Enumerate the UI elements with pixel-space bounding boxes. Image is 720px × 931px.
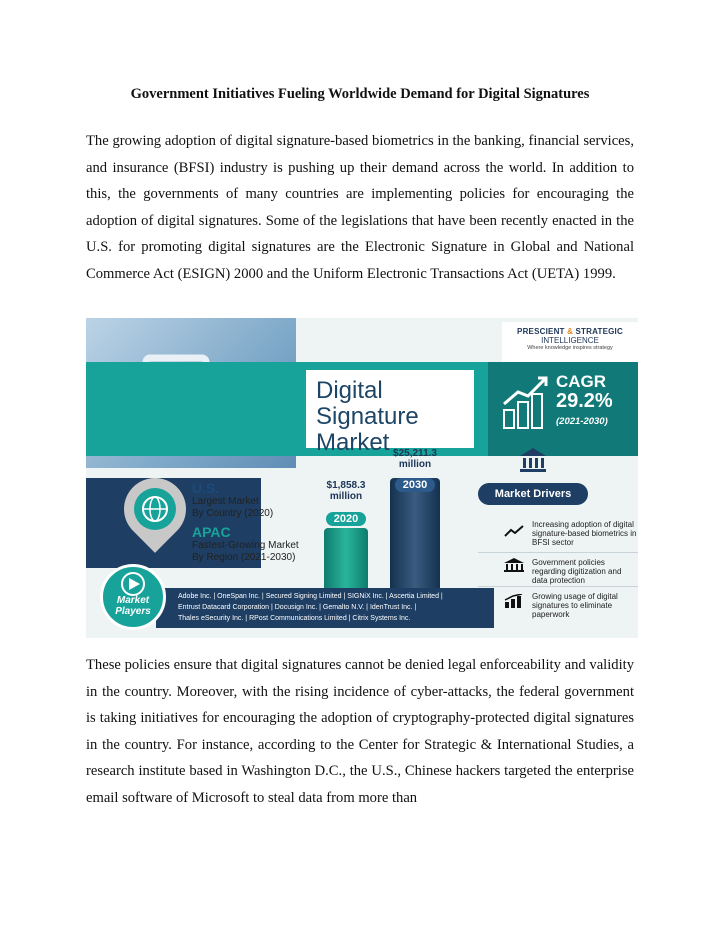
cagr-label: CAGR [556, 372, 607, 391]
driver-3: Growing usage of digital signatures to eliminate paperwork [532, 592, 618, 619]
year-2030-label: 2030 [395, 478, 435, 492]
play-icon [103, 571, 163, 597]
infographic-title: Digital Signature Market [306, 370, 474, 448]
region-highlights: U.S. Largest Market By Country (2020) APAC Fastest-Growing Market By Region (2021-2030) [192, 480, 342, 564]
body-paragraph-2: These policies ensure that digital signatures cannot be denied legal enforceability and validity in the country. Moreover, with the rising incidence of cyber-attacks, the federal government is taking initiatives for encouraging the adoption of cryptography-protected digital signatures in the country. For instance, according to the Center for Strategic & International Studies, a research institute based in Washington D.C., the U.S., Chinese hackers targeted the enterprise email software of Microsoft to steal data from more than [86, 657, 634, 806]
cagr-range: (2021-2030) [556, 416, 608, 427]
value-2030: $25,211.3 million [393, 448, 437, 470]
page-heading: Government Initiatives Fueling Worldwide Demand for Digital Signatures [130, 86, 590, 102]
apac-heading: APAC [192, 524, 231, 540]
company-logo: PRESCIENT & STRATEGIC INTELLIGENCE Where knowledge inspires strategy [502, 322, 638, 362]
market-drivers-pill: Market Drivers [478, 483, 588, 505]
value-2020: $1,858.3 million [326, 480, 366, 502]
cagr-value: 29.2% [556, 390, 613, 412]
globe-icon [134, 488, 176, 530]
digital-signature-infographic [86, 318, 638, 638]
trend-up-icon [504, 524, 524, 538]
cagr-panel [498, 368, 638, 448]
growth-bars-icon [504, 594, 524, 608]
us-heading: U.S. [192, 480, 220, 496]
driver-1: Increasing adoption of digital signature-based biometrics in BFSI sector [532, 520, 637, 547]
bank-building-icon [518, 446, 548, 474]
market-players-badge: Market Players [100, 564, 166, 630]
body-paragraph-1: The growing adoption of digital signature-based biometrics in the banking, financial services, and insurance (BFSI) industry is pushing up their demand across the world. In addition to this, the governments of many countries are implementing policies for encouraging the adoption of digital signatures. Some of the legislations that have been recently enacted in the U.S. for promoting digital signatures are the Electronic Signature in Global and National Commerce Act (ESIGN) 2000 and the Uniform Electronic Transactions Act (UETA) 1999. [86, 133, 634, 282]
driver-2: Government policies regarding digitization and data protection [532, 558, 622, 585]
year-2020-label: 2020 [326, 512, 366, 526]
growth-chart-icon [500, 374, 554, 434]
market-players-list: Adobe Inc. | OneSpan Inc. | Secured Signing Limited | SIGNiX Inc. | Ascertia Limited | Entrust Datacard Corporation | Docusign Inc. | Gemalto N.V. | IdenTrust Inc. | Thales eSecurity Inc. | RPost Communications Limited | Citrix Systems Inc. [178, 593, 443, 622]
government-building-icon [504, 558, 524, 572]
